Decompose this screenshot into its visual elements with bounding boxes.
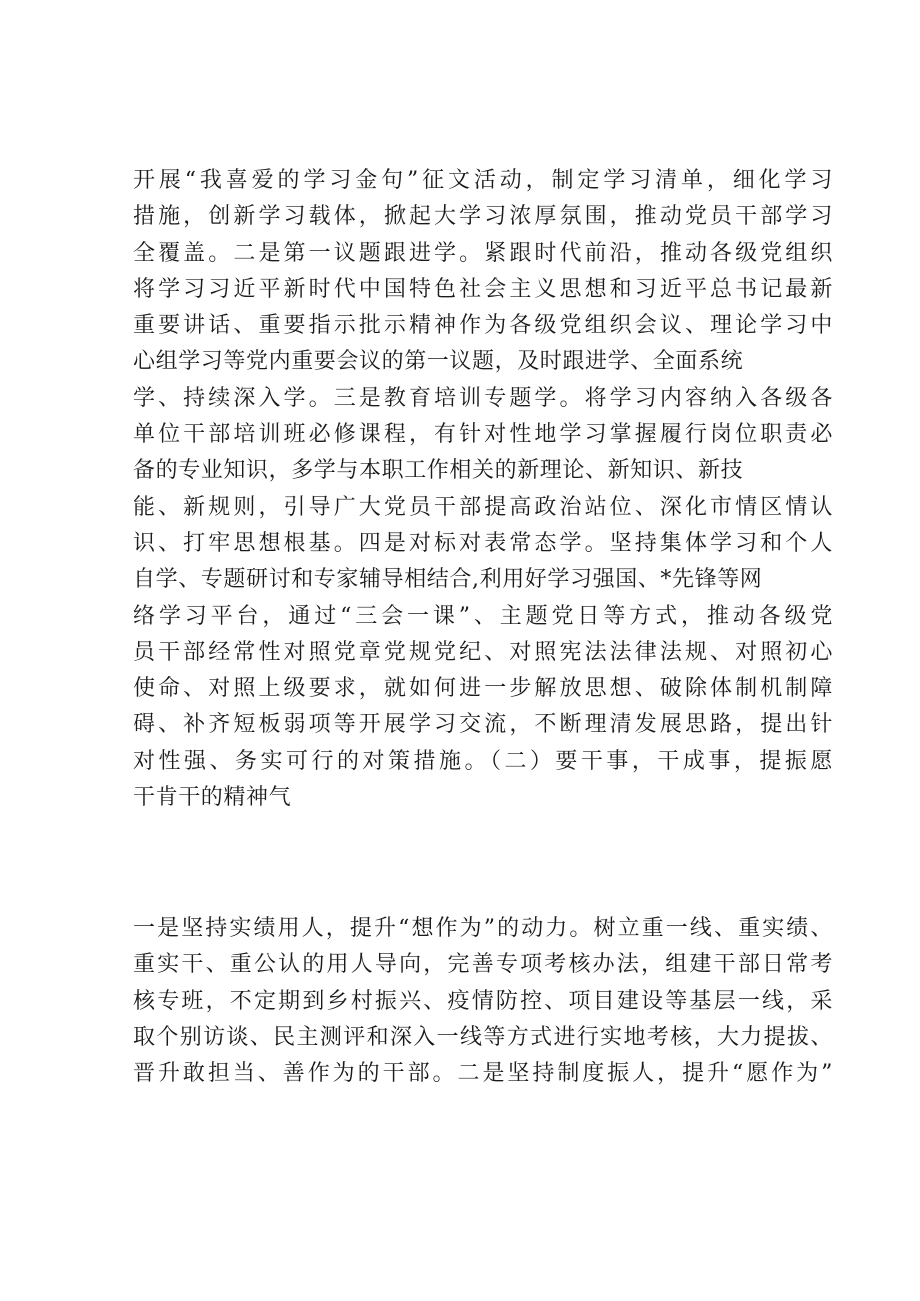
text-line: 将学习习近平新时代中国特色社会主义思想和习近平总书记最新 bbox=[133, 276, 833, 302]
text-line: 一是坚持实绩用人，提升“想作为”的动力。树立重一线、重实绩、 bbox=[133, 916, 833, 941]
text-line: 学、持续深入学。三是教育培训专题学。将学习内容纳入各级各 bbox=[133, 385, 833, 411]
text-line: 重要讲话、重要指示批示精神作为各级党组织会议、理论学习中 bbox=[133, 313, 833, 339]
text-line: 员干部经常性对照党章党规党纪、对照宪法法律法规、对照初心 bbox=[133, 639, 833, 665]
text-line: 全覆盖。二是第一议题跟进学。紧跟时代前沿，推动各级党组织 bbox=[133, 240, 833, 266]
text-line: 自学、专题研讨和专家辅导相结合,利用好学习强国、*先锋等网 bbox=[133, 567, 763, 593]
text-line: 识、打牢思想根基。四是对标对表常态学。坚持集体学习和个人 bbox=[133, 530, 833, 556]
text-line: 晋升敢担当、善作为的干部。二是坚持制度振人，提升“愿作为” bbox=[133, 1061, 833, 1087]
paragraph-1 bbox=[133, 163, 833, 816]
text-line: 核专班，不定期到乡村振兴、疫情防控、项目建设等基层一线，采 bbox=[133, 988, 833, 1014]
text-line: 络学习平台，通过“三会一课”、主题党日等方式，推动各级党 bbox=[133, 603, 833, 629]
text-line: 措施，创新学习载体，掀起大学习浓厚氛围，推动党员干部学习 bbox=[133, 204, 833, 230]
text-line: 单位干部培训班必修课程，有针对性地学习掌握履行岗位职责必 bbox=[133, 422, 833, 448]
text-line: 心组学习等党内重要会议的第一议题，及时跟进学、全面系统 bbox=[133, 349, 744, 375]
text-line: 对性强、务实可行的对策措施。（二）要干事，干成事，提振愿 bbox=[133, 748, 833, 774]
text-line: 重实干、重公认的用人导向，完善专项考核办法，组建干部日常考 bbox=[133, 952, 833, 978]
text-line: 取个别访谈、民主测评和深入一线等方式进行实地考核，大力提拔、 bbox=[133, 1024, 833, 1050]
text-line: 能、新规则，引导广大党员干部提高政治站位、深化市情区情认 bbox=[133, 494, 833, 520]
text-line: 备的专业知识，多学与本职工作相关的新理论、新知识、新技 bbox=[133, 458, 744, 484]
text-line: 干肯干的精神气 bbox=[133, 785, 292, 811]
text-line: 使命、对照上级要求，就如何进一步解放思想、破除体制机制障 bbox=[133, 676, 833, 702]
text-line: 开展“我喜爱的学习金句”征文活动，制定学习清单，细化学习 bbox=[133, 168, 833, 193]
text-line: 碍、补齐短板弱项等开展学习交流，不断理清发展思路，提出针 bbox=[133, 712, 833, 738]
paragraph-2 bbox=[133, 911, 833, 1092]
